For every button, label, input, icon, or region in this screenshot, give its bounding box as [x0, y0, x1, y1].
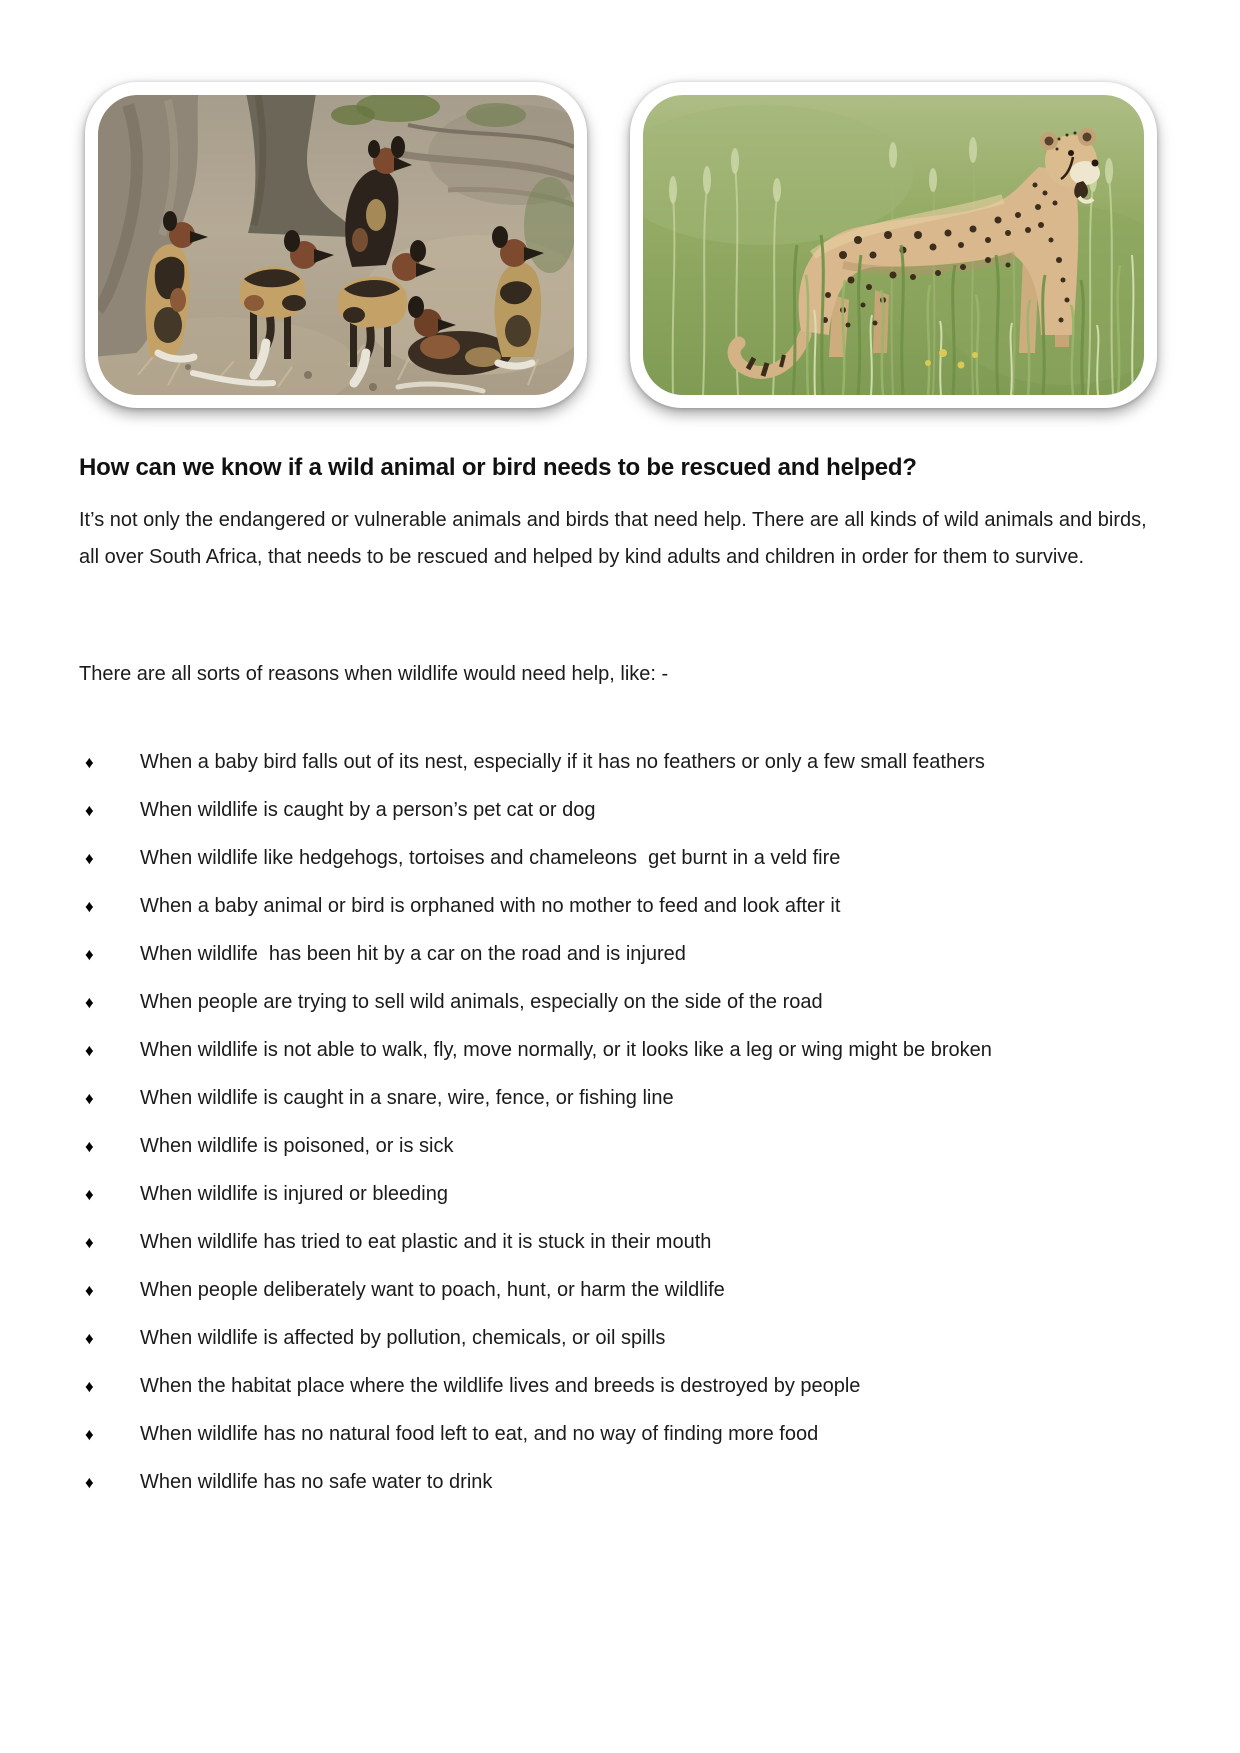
reason-item: [79, 988, 1189, 1016]
page-title: How can we know if a wild animal or bird needs to be rescued and helped?: [79, 454, 917, 481]
diamond-bullet-icon: ♦: [85, 849, 94, 868]
diamond-bullet-icon: ♦: [85, 1281, 94, 1300]
reason-item: [79, 1420, 1189, 1448]
reason-item: [79, 1324, 1189, 1352]
cheetah-photo: [630, 82, 1157, 408]
diamond-bullet-icon: ♦: [85, 1425, 94, 1444]
diamond-bullet-icon: ♦: [85, 897, 94, 916]
diamond-bullet-icon: ♦: [85, 993, 94, 1012]
reason-text: When a baby bird falls out of its nest, especially if it has no feathers or only a few small feathers: [140, 751, 985, 773]
reason-text: When wildlife is caught by a person’s pet cat or dog: [140, 799, 596, 821]
intro-paragraph: It’s not only the endangered or vulnerable animals and birds that need help. There are all kinds of wild animals and birds, all over South Africa, that needs to be rescued and helped by kind adults and children in order for them to survive.: [79, 509, 1153, 568]
reason-item: [79, 1228, 1189, 1256]
wild-dogs-photo: [85, 82, 587, 408]
reason-item: [79, 940, 1189, 968]
reason-text: When wildlife is not able to walk, fly, move normally, or it looks like a leg or wing might be broken: [140, 1039, 992, 1061]
reason-text: When wildlife is poisoned, or is sick: [140, 1135, 454, 1157]
reason-item: [79, 748, 1189, 776]
reason-item: [79, 892, 1189, 920]
diamond-bullet-icon: ♦: [85, 1473, 94, 1492]
diamond-bullet-icon: ♦: [85, 1089, 94, 1108]
reason-item: [79, 796, 1189, 824]
reason-item: [79, 1180, 1189, 1208]
diamond-bullet-icon: ♦: [85, 1233, 94, 1252]
list-intro: There are all sorts of reasons when wildlife would need help, like: -: [79, 663, 669, 685]
reasons-list: [79, 748, 1189, 1516]
diamond-bullet-icon: ♦: [85, 1041, 94, 1060]
diamond-bullet-icon: ♦: [85, 801, 94, 820]
reason-item: [79, 1276, 1189, 1304]
diamond-bullet-icon: ♦: [85, 753, 94, 772]
reason-text: When wildlife is caught in a snare, wire, fence, or fishing line: [140, 1087, 674, 1109]
diamond-bullet-icon: ♦: [85, 1185, 94, 1204]
reason-text: When wildlife has no natural food left to eat, and no way of finding more food: [140, 1423, 819, 1445]
reason-text: When a baby animal or bird is orphaned with no mother to feed and look after it: [140, 895, 841, 917]
diamond-bullet-icon: ♦: [85, 945, 94, 964]
diamond-bullet-icon: ♦: [85, 1377, 94, 1396]
reason-item: [79, 1372, 1189, 1400]
reason-text: When wildlife has no safe water to drink: [140, 1471, 493, 1493]
diamond-bullet-icon: ♦: [85, 1329, 94, 1348]
cheetah-illustration: [643, 95, 1144, 395]
reason-text: When wildlife like hedgehogs, tortoises and chameleons get burnt in a veld fire: [140, 847, 841, 869]
reason-text: When people deliberately want to poach, hunt, or harm the wildlife: [140, 1279, 725, 1301]
reason-text: When wildlife is injured or bleeding: [140, 1183, 448, 1205]
reason-item: [79, 1132, 1189, 1160]
reason-item: [79, 1084, 1189, 1112]
reason-text: When wildlife is affected by pollution, chemicals, or oil spills: [140, 1327, 666, 1349]
reason-item: [79, 1036, 1189, 1064]
diamond-bullet-icon: ♦: [85, 1137, 94, 1156]
reason-text: When wildlife has tried to eat plastic and it is stuck in their mouth: [140, 1231, 712, 1253]
wild-dogs-illustration: [98, 95, 574, 395]
reason-text: When people are trying to sell wild animals, especially on the side of the road: [140, 991, 823, 1013]
reason-text: When wildlife has been hit by a car on the road and is injured: [140, 943, 686, 965]
reason-text: When the habitat place where the wildlife lives and breeds is destroyed by people: [140, 1375, 861, 1397]
reason-item: [79, 1468, 1189, 1496]
photo-row: [85, 82, 1157, 408]
reason-item: [79, 844, 1189, 872]
